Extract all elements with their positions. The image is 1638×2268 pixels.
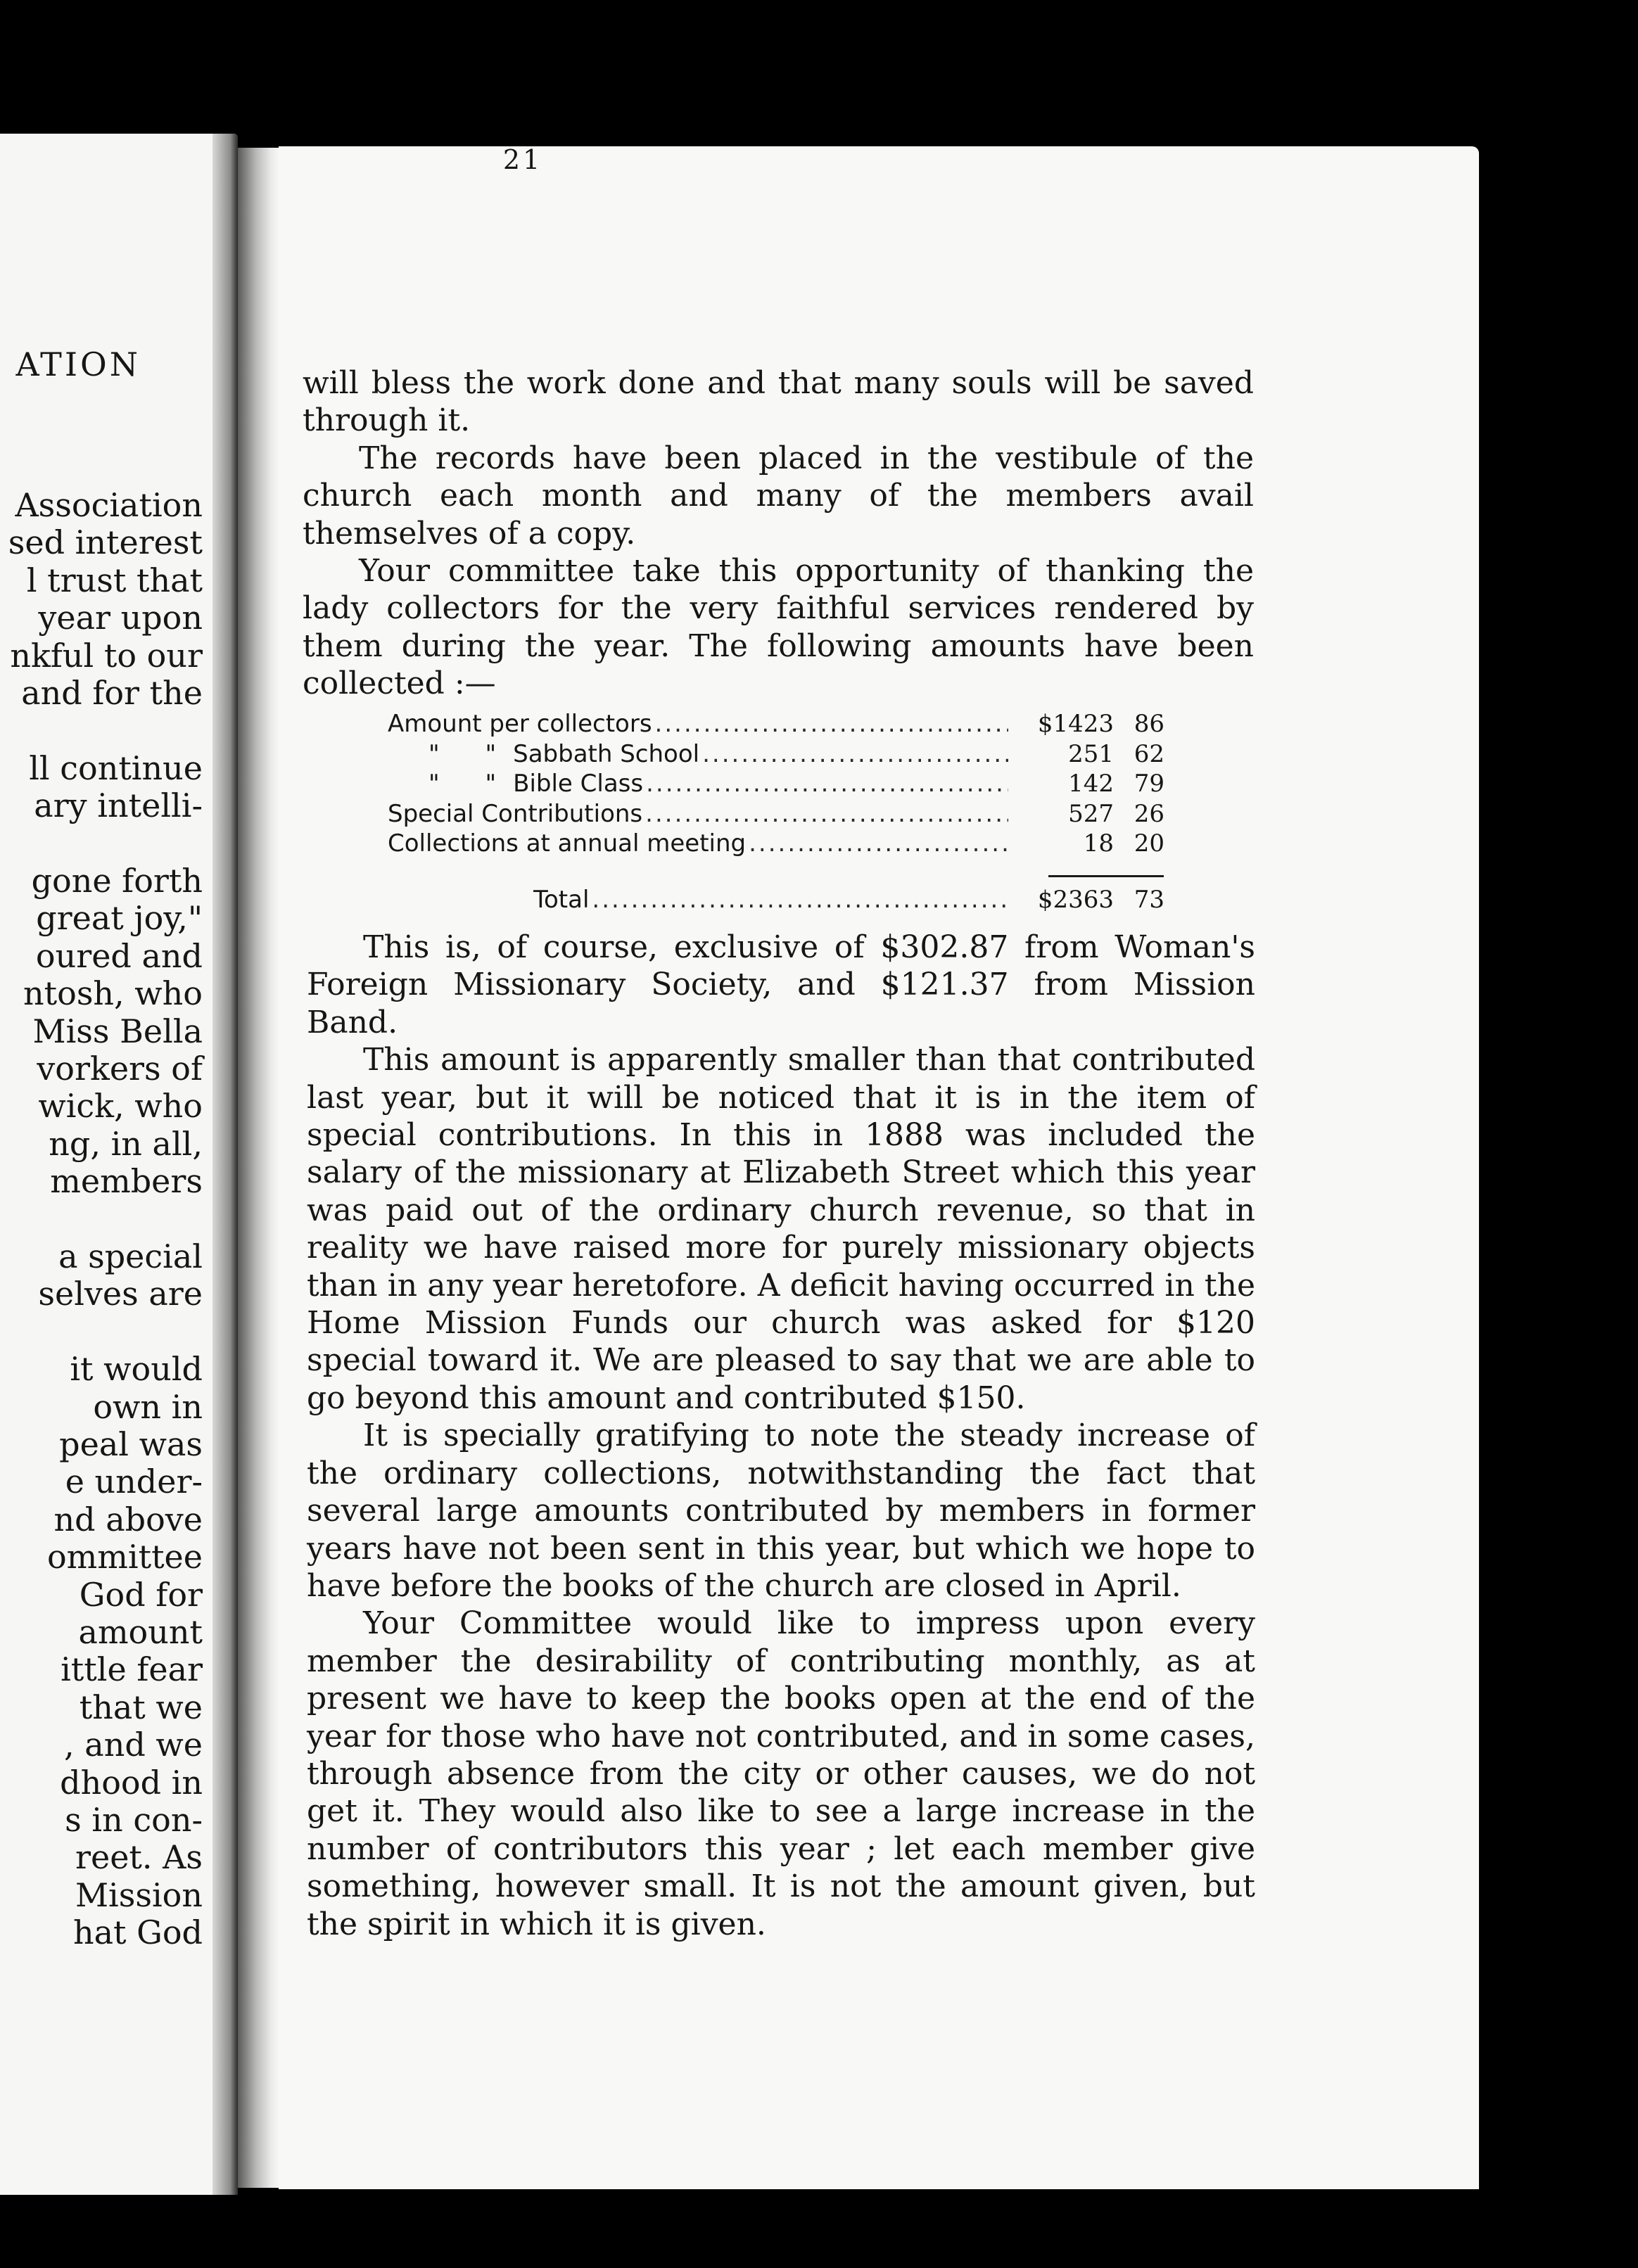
amount-dollars: 18 (1083, 829, 1114, 858)
facing-page-line: hat God (72, 1913, 203, 1952)
dot-leader (746, 829, 1008, 859)
page-number: 21 (502, 144, 543, 175)
amount-label (388, 769, 643, 799)
amount-cents: 20 (1134, 829, 1164, 858)
facing-page-line: l trust that (26, 561, 203, 599)
paragraph: Your Committee would like to impress upon every member the desirability of contributing monthly, as at present we have to keep the books open at the end of the year for those who have not contributed, and in some cases, through absence from the city or other causes, we do not get it. They would also like to see a large increase in the number of contributors this year ; let each member give something, however small. It is not the amount given, but the spirit in which it is given. (307, 1605, 1255, 1942)
dot-leader (642, 799, 1008, 829)
paragraph: This is, of course, exclusive of $302.87 from Woman's Foreign Missionary Society, and $121.37 from Mission Band. (307, 929, 1255, 1040)
facing-page-line: that we (79, 1688, 203, 1726)
facing-page-line: vorkers of (37, 1050, 203, 1088)
facing-page-heading: ATION (15, 345, 141, 383)
total-dollars: $2363 (1037, 886, 1114, 914)
facing-page-line: great joy," (36, 899, 203, 938)
facing-page-line: and for the (21, 674, 203, 712)
facing-page-line: ittle fear (61, 1650, 203, 1689)
facing-page-line: sed interest (8, 523, 203, 562)
facing-page-line: members (50, 1162, 203, 1201)
facing-page-line: Association (15, 486, 203, 524)
facing-page-fragment (0, 134, 238, 2195)
amount-label (388, 829, 746, 859)
dot-leader (699, 739, 1008, 770)
amount-dollars: 142 (1068, 770, 1114, 798)
amount-label-text: Sabbath School (513, 739, 700, 768)
amount-cents: 26 (1134, 799, 1164, 828)
amount-label-text: Special Contributions (388, 799, 643, 828)
amount-label (388, 799, 642, 829)
facing-page-line: nkful to our (10, 636, 203, 675)
paragraph: will bless the work done and that many souls will be saved through it. (303, 365, 1254, 439)
facing-page-line: ommittee (46, 1538, 203, 1576)
amount-row (388, 829, 1164, 859)
facing-page-line: s in con- (65, 1801, 203, 1839)
amounts-table (388, 709, 1164, 859)
amount-row (388, 709, 1164, 739)
body-text-top (303, 364, 1254, 703)
amount-row (388, 799, 1164, 829)
facing-page-line: , and we (64, 1726, 203, 1764)
facing-page-line: peal was (59, 1425, 203, 1463)
total-rule (1048, 875, 1164, 877)
amount-dollars: 251 (1068, 739, 1114, 768)
amount-label-text: Collections at annual meeting (388, 829, 747, 858)
amount-dollars: $1423 (1037, 710, 1114, 738)
facing-page-line: Mission (75, 1875, 203, 1914)
dot-leader (652, 709, 1008, 739)
ditto-marks: " " (428, 739, 497, 768)
facing-page-gutter (212, 134, 238, 2195)
facing-page-line: ary intelli- (34, 786, 203, 825)
amount-cents: 79 (1134, 770, 1164, 798)
ditto-marks: " " (428, 770, 497, 798)
dot-leader (643, 769, 1008, 799)
amount-cents: 86 (1134, 710, 1164, 738)
facing-page-line: ntosh, who (23, 974, 203, 1013)
facing-page-line: amount (78, 1613, 203, 1651)
facing-page-line: oured and (35, 936, 203, 975)
paragraph: Your committee take this opportunity of thanking the lady collectors for the very faithful services rendered by them during the year. The following amounts have been collected :— (303, 553, 1254, 702)
amount-label (388, 709, 652, 739)
body-text-bottom (307, 929, 1255, 1943)
paragraph: This amount is apparently smaller than that contributed last year, but it will be noticed that it is in the item of special contributions. In this in 1888 was included the salary of the missionary at Elizabeth Street which this year was paid out of the ordinary church revenue, so that in reality we have raised more for purely missionary objects than in any year heretofore. A deficit having occurred in the Home Mission Funds our church was asked for $120 special toward it. We are pleased to say that we are able to go beyond this amount and contributed $150. (307, 1042, 1255, 1416)
facing-page-line: selves are (38, 1275, 203, 1313)
amount-row (388, 769, 1164, 799)
facing-page-line: ng, in all, (49, 1124, 203, 1163)
amount-dollars: 527 (1068, 799, 1114, 828)
facing-page-line: it would (70, 1350, 203, 1389)
paragraph: The records have been placed in the vestibule of the church each month and many of the members avail themselves of a copy. (303, 440, 1254, 552)
amount-label (388, 739, 699, 770)
book-binding-shadow (238, 148, 279, 2188)
facing-page-line: Miss Bella (32, 1012, 203, 1050)
amount-label-text: Amount per collectors (388, 710, 652, 738)
facing-page-line: reet. As (75, 1838, 203, 1877)
facing-page-line: ll continue (29, 748, 203, 787)
facing-page-line: year upon (38, 599, 203, 637)
dot-leader (589, 885, 1008, 915)
total-cents: 73 (1134, 886, 1164, 914)
total-row (533, 885, 1164, 915)
facing-page-line: own in (93, 1387, 203, 1426)
facing-page-line: wick, who (38, 1087, 203, 1126)
amount-row (388, 739, 1164, 770)
paragraph: It is specially gratifying to note the steady increase of the ordinary collections, notwithstanding the fact that several large amounts contributed by members in former years have not been sent in this year, but which we hope to have before the books of the church are closed in April. (307, 1418, 1255, 1604)
facing-page-line: gone forth (31, 862, 203, 900)
amount-label-text: Bible Class (513, 770, 644, 798)
facing-page-line: e under- (65, 1463, 203, 1501)
facing-page-line: dhood in (60, 1763, 203, 1802)
facing-page-line: a special (58, 1237, 203, 1275)
facing-page-line: nd above (53, 1500, 203, 1538)
total-label: Total (533, 886, 590, 914)
amount-cents: 62 (1134, 739, 1164, 768)
facing-page-line: God for (79, 1575, 203, 1614)
